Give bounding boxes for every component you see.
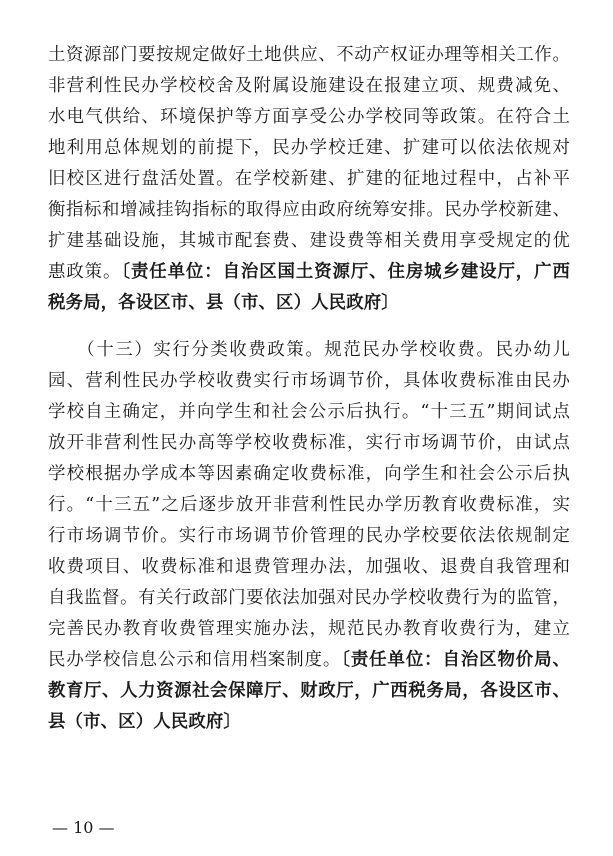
- text-line: [48, 71, 570, 102]
- responsible-units-text: 〔责任单位：自治区物价局、: [341, 650, 570, 670]
- text-line: [48, 335, 570, 366]
- text-line: [48, 490, 570, 521]
- text-line: [48, 428, 570, 459]
- page-number: — 10 —: [52, 818, 115, 837]
- text-line: [48, 707, 570, 738]
- text-segment: 非营利性民办学校校舍及附属设施建设在报建立项、规费减免、: [48, 76, 570, 96]
- text-line: [48, 288, 570, 319]
- responsible-units-text: 税务局，各设区市、县（市、区）人民政府〕: [48, 293, 399, 313]
- text-line: [48, 521, 570, 552]
- text-segment: 园、营利性民办学校收费实行市场调节价，具体收费标准由民办: [48, 371, 570, 391]
- text-segment: 放开非营利性民办高等学校收费标准，实行市场调节价，由试点: [48, 433, 570, 453]
- responsible-units-text: 〔责任单位：自治区国土资源厅、住房城乡建设厅，广西: [121, 262, 570, 282]
- text-line: [48, 257, 570, 288]
- text-line: [48, 676, 570, 707]
- text-line: [48, 164, 570, 195]
- text-segment: 完善民办教育收费管理实施办法，规范民办教育收费行为，建立: [48, 619, 570, 639]
- text-segment: 地利用总体规划的前提下，民办学校迁建、扩建可以依法依规对: [48, 138, 570, 158]
- body-text: [48, 40, 570, 738]
- text-segment: 行。“十三五”之后逐步放开非营利性民办学历教育收费标准，实: [48, 495, 570, 515]
- text-segment: 旧校区进行盘活处置。在学校新建、扩建的征地过程中，占补平: [48, 169, 570, 189]
- text-segment: 惠政策。: [48, 262, 122, 282]
- text-segment: 规范民办学校收费。民办幼儿: [324, 340, 570, 360]
- paragraph-gap: [48, 319, 570, 335]
- text-line: [48, 226, 570, 257]
- text-segment: 收费项目、收费标准和退费管理办法，加强收、退费自我管理和: [48, 557, 570, 577]
- text-segment: 学校自主确定，并向学生和社会公示后执行。“十三五”期间试点: [48, 402, 570, 422]
- text-line: [48, 614, 570, 645]
- text-segment: 行市场调节价。实行市场调节价管理的民办学校要依法依规制定: [48, 526, 570, 546]
- text-line: [48, 195, 570, 226]
- text-segment: 扩建基础设施，其城市配套费、建设费等相关费用享受规定的优: [48, 231, 570, 251]
- text-segment: 学校根据办学成本等因素确定收费标准，向学生和社会公示后执: [48, 464, 570, 484]
- text-segment: （十三）实行分类收费政策。: [48, 340, 325, 360]
- text-line: [48, 133, 570, 164]
- text-segment: 衡指标和增减挂钩指标的取得应由政府统筹安排。民办学校新建、: [48, 200, 570, 220]
- text-line: [48, 366, 570, 397]
- paragraph: [48, 335, 570, 738]
- text-line: [48, 583, 570, 614]
- text-line: [48, 397, 570, 428]
- text-segment: 自我监督。有关行政部门要依法加强对民办学校收费行为的监管，: [48, 588, 570, 608]
- text-line: [48, 102, 570, 133]
- text-segment: 土资源部门要按规定做好土地供应、不动产权证办理等相关工作。: [48, 45, 570, 65]
- text-line: [48, 459, 570, 490]
- text-segment: 民办学校信息公示和信用档案制度。: [48, 650, 342, 670]
- text-line: [48, 552, 570, 583]
- text-segment: 水电气供给、环境保护等方面享受公办学校同等政策。在符合土: [48, 107, 570, 127]
- paragraph: [48, 40, 570, 319]
- responsible-units-text: 教育厅、人力资源社会保障厅、财政厅，广西税务局，各设区市、: [48, 681, 570, 701]
- text-line: [48, 645, 570, 676]
- text-line: [48, 40, 570, 71]
- responsible-units-text: 县（市、区）人民政府〕: [48, 712, 241, 732]
